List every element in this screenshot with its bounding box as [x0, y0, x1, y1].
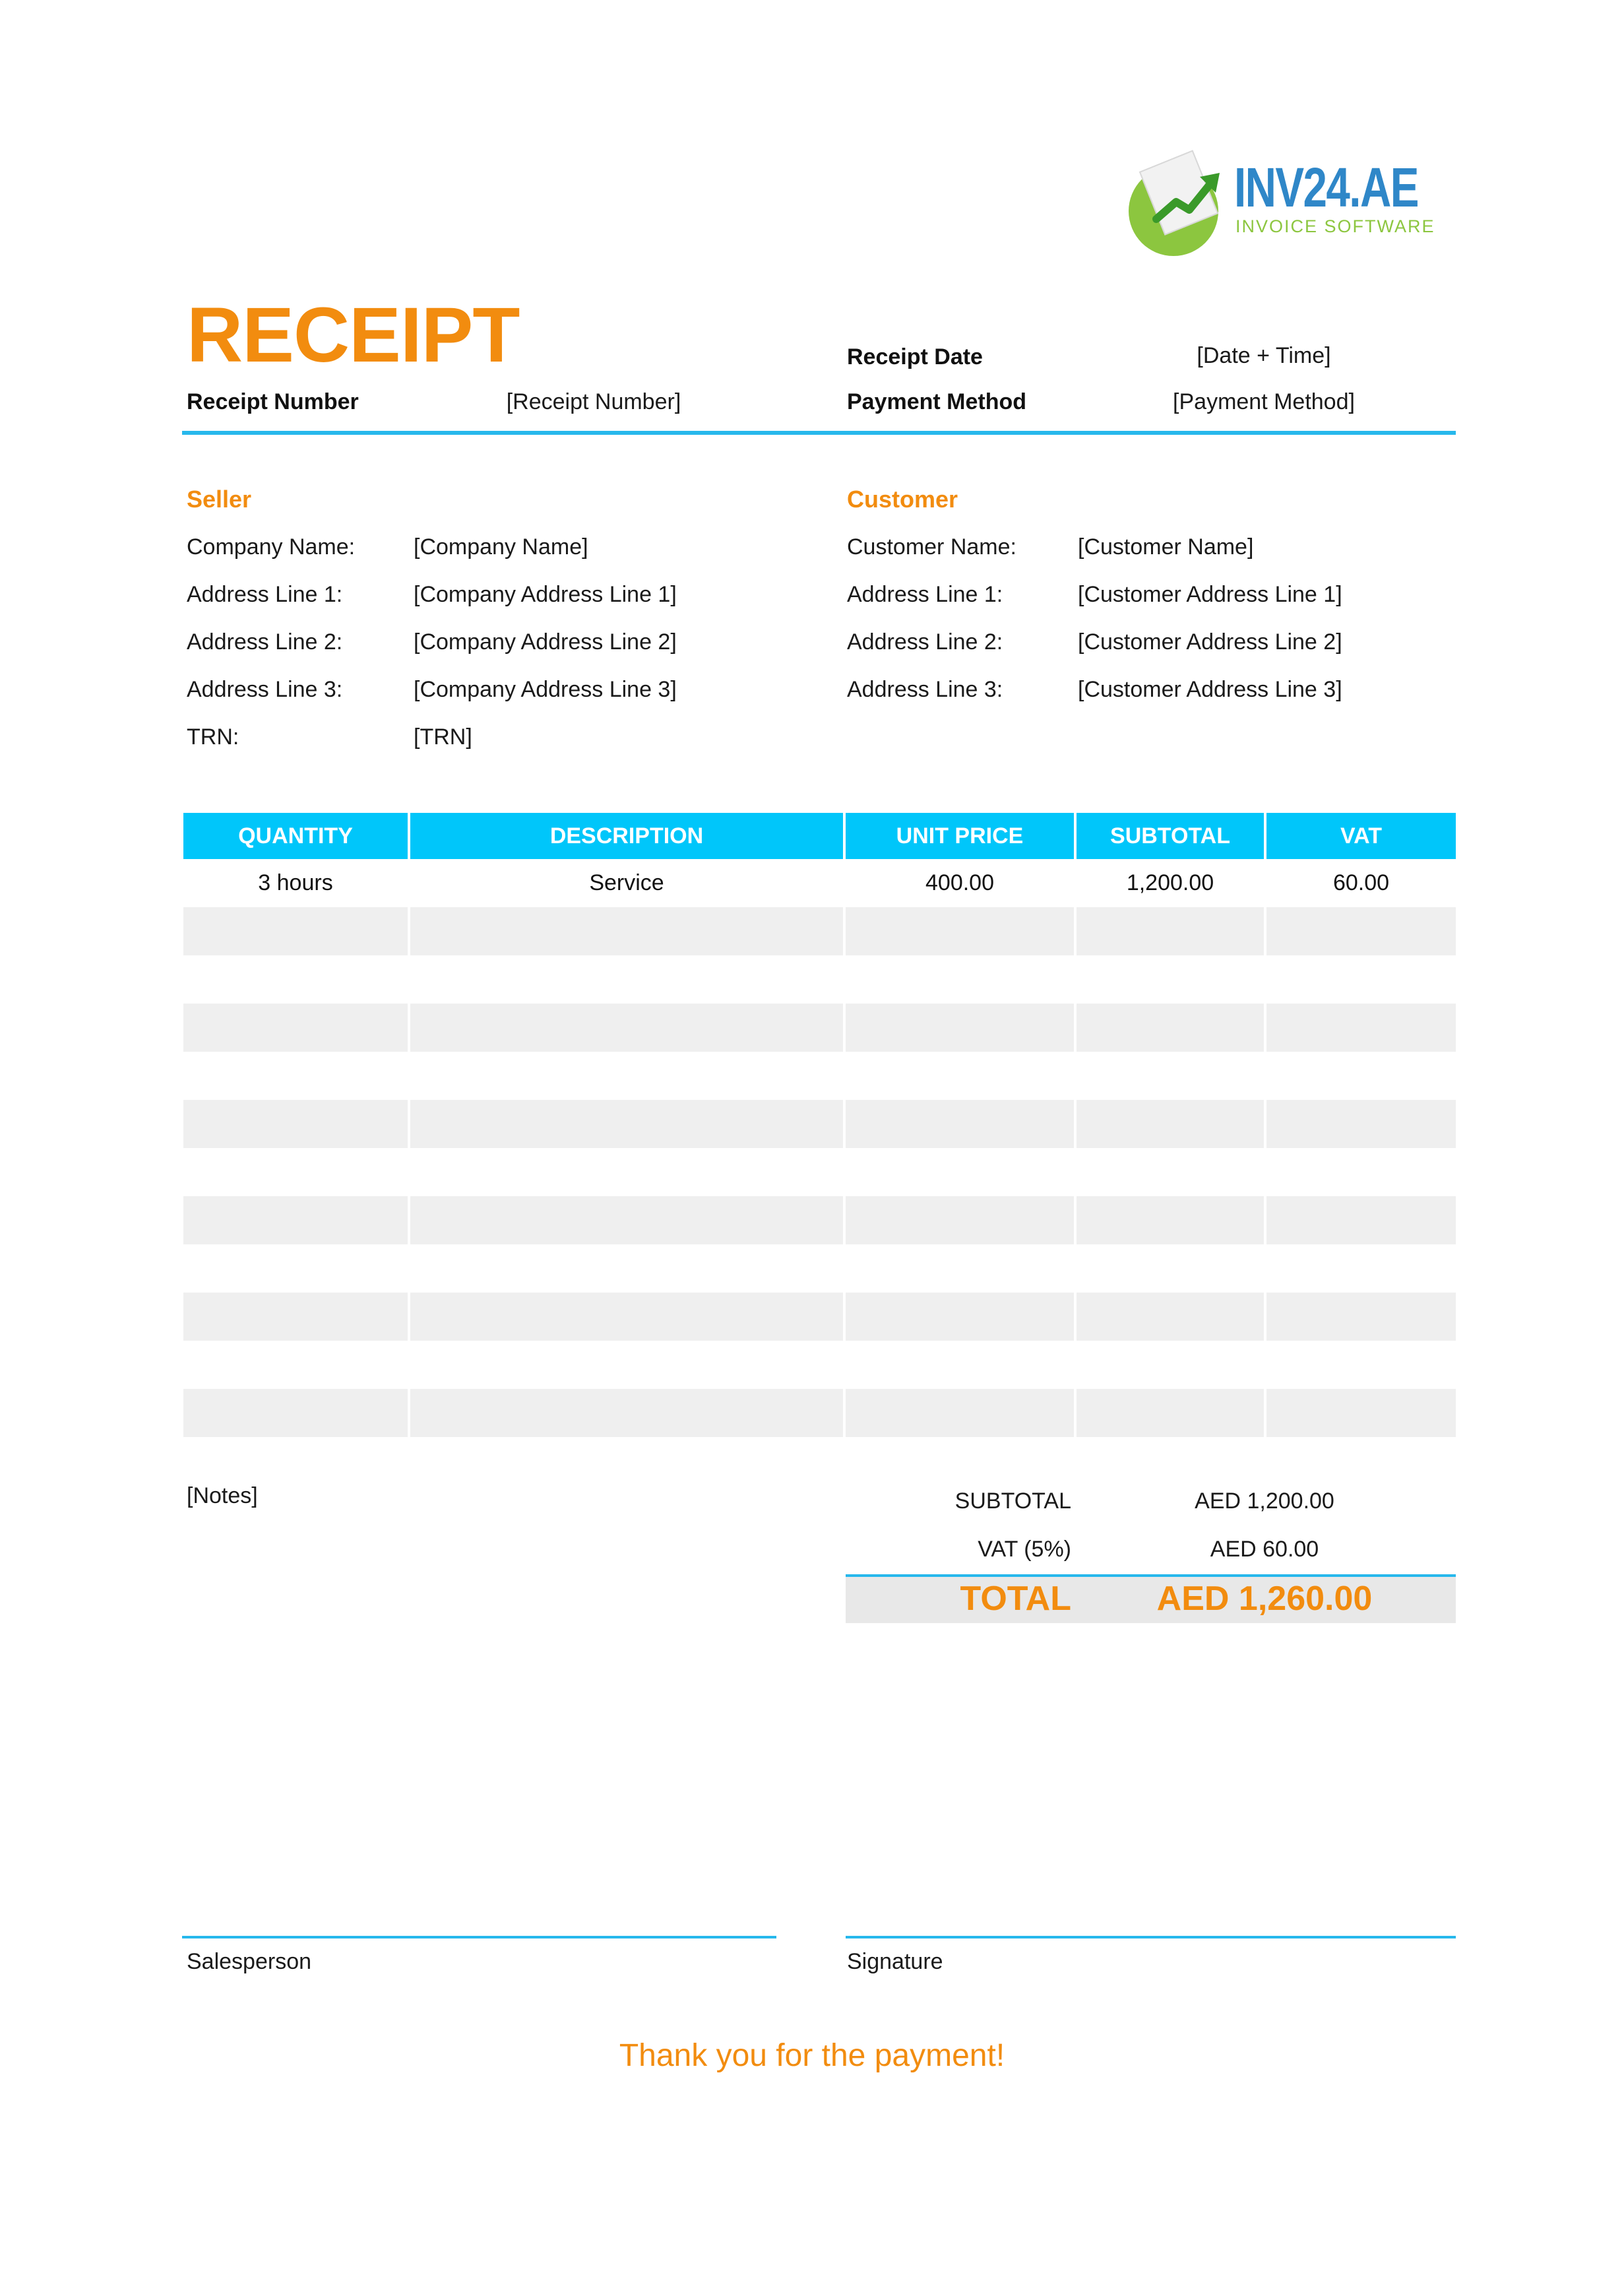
payment-method-label: Payment Method [847, 389, 1027, 414]
table-cell [1077, 1341, 1266, 1389]
table-row [183, 1293, 1456, 1341]
table-cell [1077, 907, 1266, 955]
signature-line [846, 1936, 1456, 1938]
table-cell: 60.00 [1332, 870, 1390, 895]
company-logo [1125, 149, 1435, 255]
table-cell [1077, 1052, 1266, 1100]
thank-you-message: Thank you for the payment! [619, 2038, 1005, 2073]
table-cell [846, 1052, 1077, 1100]
table-cell [1077, 1244, 1266, 1293]
table-cell [410, 1389, 846, 1437]
table-cell [183, 1052, 410, 1100]
customer-name-label: Customer Name: [847, 534, 1016, 560]
customer-address3-label: Address Line 3: [847, 677, 1003, 702]
salesperson-label: Salesperson [187, 1949, 312, 1974]
logo-name: INV24.AE [1234, 156, 1418, 218]
header-divider [182, 431, 1456, 435]
table-cell [846, 1389, 1077, 1437]
column-header-quantity: QUANTITY [183, 813, 410, 859]
table-cell [1266, 1293, 1456, 1341]
subtotal-label: SUBTOTAL [954, 1489, 1071, 1514]
seller-company-value: [Company Name] [414, 534, 588, 560]
table-cell [410, 1148, 846, 1196]
table-cell [410, 1196, 846, 1244]
table-cell: 1,200.00 [1077, 859, 1266, 907]
table-cell [183, 1004, 410, 1052]
notes: [Notes] [187, 1483, 258, 1508]
table-cell [846, 1293, 1077, 1341]
seller-company-label: Company Name: [187, 534, 356, 560]
table-row [183, 955, 1456, 1004]
table-cell [1266, 1196, 1456, 1244]
table-cell [1266, 1148, 1456, 1196]
table-cell [1266, 1004, 1456, 1052]
table-cell [846, 955, 1077, 1004]
table-row [183, 1389, 1456, 1437]
logo-tagline: INVOICE SOFTWARE [1235, 216, 1435, 236]
receipt-date-value: [Date + Time] [1197, 343, 1331, 368]
customer-address3-value: [Customer Address Line 3] [1078, 677, 1342, 702]
receipt-number-value: [Receipt Number] [506, 389, 681, 414]
table-cell [410, 1004, 846, 1052]
seller-address2-label: Address Line 2: [187, 629, 343, 655]
page-title: RECEIPT [187, 292, 520, 379]
subtotal-value: AED 1,200.00 [1195, 1489, 1334, 1514]
table-cell [846, 1341, 1077, 1389]
salesperson-line [182, 1936, 776, 1938]
table-cell [1266, 1389, 1456, 1437]
column-header-subtotal: SUBTOTAL [1077, 813, 1266, 859]
seller-trn-value: [TRN] [414, 724, 472, 750]
table-cell [1266, 1100, 1456, 1148]
customer-address1-label: Address Line 1: [847, 582, 1003, 607]
seller-heading: Seller [187, 486, 252, 513]
table-cell [410, 907, 846, 955]
table-cell [410, 1100, 846, 1148]
table-cell [846, 907, 1077, 955]
payment-method-value: [Payment Method] [1173, 389, 1355, 414]
table-cell [1077, 1100, 1266, 1148]
table-cell [183, 907, 410, 955]
table-cell: 3 hours [183, 859, 410, 907]
table-body [183, 859, 1456, 1437]
table-row [183, 907, 1456, 955]
chart-arrow-icon [1151, 168, 1224, 234]
customer-address2-label: Address Line 2: [847, 629, 1003, 655]
vat-value: AED 60.00 [1210, 1537, 1319, 1562]
table-cell [1077, 1004, 1266, 1052]
table-row [183, 1148, 1456, 1196]
table-row [183, 1100, 1456, 1148]
table-row [183, 1244, 1456, 1293]
table-cell [846, 1244, 1077, 1293]
total-label: TOTAL [960, 1580, 1071, 1618]
table-cell [1266, 1341, 1456, 1389]
column-header-unit-price: UNIT PRICE [846, 813, 1077, 859]
customer-address1-value: [Customer Address Line 1] [1078, 582, 1342, 607]
table-cell [183, 1244, 410, 1293]
customer-heading: Customer [847, 486, 958, 513]
table-cell [846, 1100, 1077, 1148]
table-cell [1077, 955, 1266, 1004]
table-cell [1077, 1389, 1266, 1437]
table-cell [183, 1341, 410, 1389]
table-row [183, 1004, 1456, 1052]
table-cell [410, 1293, 846, 1341]
table-cell: Service [410, 859, 846, 907]
table-cell: 400.00 [846, 859, 1077, 907]
seller-address2-value: [Company Address Line 2] [414, 629, 677, 655]
table-cell [1266, 1052, 1456, 1100]
column-header-description: DESCRIPTION [410, 813, 846, 859]
table-row [183, 1196, 1456, 1244]
table-cell [183, 1196, 410, 1244]
table-row [183, 1341, 1456, 1389]
table-cell [183, 1389, 410, 1437]
table-row [183, 1052, 1456, 1100]
table-cell [1266, 907, 1456, 955]
column-header-vat: VAT [1266, 813, 1456, 859]
table-cell [846, 1196, 1077, 1244]
signature-label: Signature [847, 1949, 943, 1974]
table-cell [1077, 1293, 1266, 1341]
customer-name-value: [Customer Name] [1078, 534, 1254, 560]
table-cell [183, 1148, 410, 1196]
table-cell [1077, 1196, 1266, 1244]
table-cell [1266, 955, 1456, 1004]
table-row [183, 859, 1456, 907]
seller-address1-value: [Company Address Line 1] [414, 582, 677, 607]
table-cell [410, 1052, 846, 1100]
table-cell [1077, 1148, 1266, 1196]
table-cell [183, 955, 410, 1004]
table-cell [410, 1244, 846, 1293]
table-cell [846, 1148, 1077, 1196]
seller-address3-value: [Company Address Line 3] [414, 677, 677, 702]
items-table [183, 813, 1456, 1437]
receipt-number-label: Receipt Number [187, 389, 359, 414]
total-value: AED 1,260.00 [1156, 1580, 1373, 1618]
receipt-date-label: Receipt Date [847, 344, 983, 369]
vat-label: VAT (5%) [978, 1537, 1071, 1562]
seller-address3-label: Address Line 3: [187, 677, 343, 702]
customer-address2-value: [Customer Address Line 2] [1078, 629, 1342, 655]
table-cell [410, 955, 846, 1004]
seller-trn-label: TRN: [187, 724, 239, 750]
seller-address1-label: Address Line 1: [187, 582, 343, 607]
table-cell [846, 1004, 1077, 1052]
table-cell [1266, 1244, 1456, 1293]
table-cell [183, 1100, 410, 1148]
table-header [183, 813, 1456, 859]
table-cell [183, 1293, 410, 1341]
table-cell [410, 1341, 846, 1389]
